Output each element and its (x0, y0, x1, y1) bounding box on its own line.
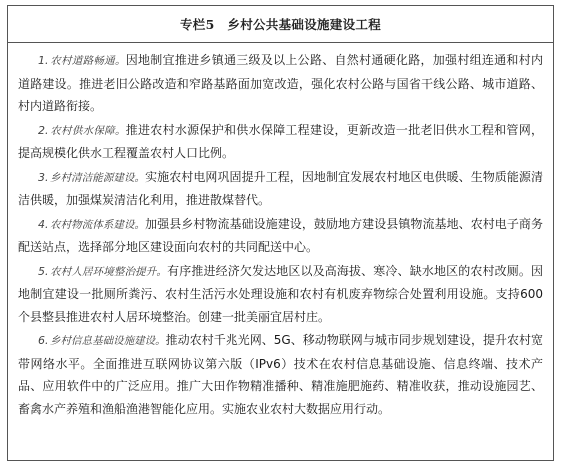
feature-box (7, 5, 554, 461)
item-number: 3. (38, 170, 49, 184)
item-number: 2. (38, 123, 49, 137)
item-number: 1. (38, 54, 49, 67)
item-text: 加强县乡村物流基础设施建设，鼓励地方建设县镇物流基地、农村电子商务配送站点，选择部分地区建设面向农村的共同配送中心。 (18, 216, 543, 254)
item-6 (18, 329, 543, 420)
item-text: 实施农村电网巩固提升工程，因地制宜发展农村地区电供暖、生物质能源清洁供暖，加强煤炭清洁化利用，推进散煤替代。 (18, 169, 543, 207)
item-text: 推动农村千兆光网、5G、移动物联网与城市同步规划建设，提升农村宽带网络水平。全面推进互联网协议第六版（IPv6）技术在农村信息基础设施、信息终端、技术产品、应用软件中的广泛应用。推广大田作物精准播种、精准施肥施药、精准收获，推动设施园艺、畜禽水产养殖和渔船渔港智能化应用。实施农业农村大数据应用行动。 (18, 333, 544, 416)
item-heading: 乡村清洁能源建设。 (50, 171, 146, 184)
item-text: 推进农村水源保护和供水保障工程建设，更新改造一批老旧供水工程和管网，提高规模化供水工程覆盖农村人口比例。 (18, 122, 543, 160)
box-body (8, 43, 553, 420)
item-5 (18, 260, 543, 329)
item-2 (18, 119, 543, 165)
item-4 (18, 213, 543, 259)
item-heading: 农村物流体系建设。 (50, 218, 146, 231)
item-heading: 农村人居环境整治提升。 (50, 265, 168, 278)
title-row (8, 6, 553, 43)
item-3 (18, 166, 543, 212)
item-number: 6. (38, 334, 49, 347)
item-text: 因地制宜推进乡镇通三级及以上公路、自然村通硬化路，加强村组连通和村内道路建设。推进老旧公路改造和窄路基路面加宽改造，强化农村公路与国省干线公路、城市道路、村内道路衔接。 (18, 53, 543, 113)
item-heading: 农村供水保障。 (50, 124, 126, 137)
item-1 (18, 49, 543, 118)
item-heading: 农村道路畅通。 (50, 55, 126, 67)
box-title: 专栏5 乡村公共基础设施建设工程 (180, 17, 381, 32)
item-number: 5. (38, 264, 49, 278)
item-text: 有序推进经济欠发达地区以及高海拔、寒冷、缺水地区的农村改厕。因地制宜建设一批厕所粪污、农村生活污水处理设施和农村有机废弃物综合处置利用设施。支持600个县整县推进农村人居环境整治。创建一批美丽宜居村庄。 (18, 263, 543, 324)
item-number: 4. (38, 217, 49, 231)
item-heading: 乡村信息基础设施建设。 (50, 335, 166, 347)
